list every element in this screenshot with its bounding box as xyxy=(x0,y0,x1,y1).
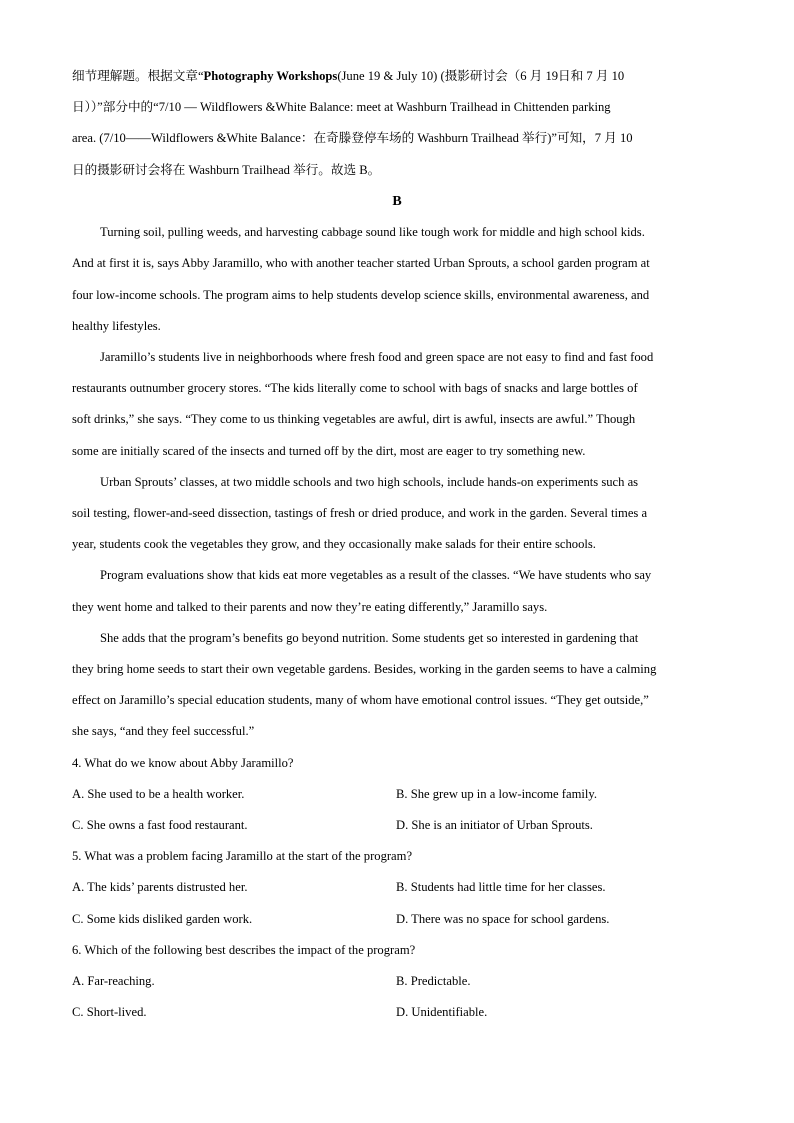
question-stem: 6. Which of the following best describes the impact of the program? xyxy=(72,943,416,957)
question-stem: 4. What do we know about Abby Jaramillo? xyxy=(72,756,294,770)
intro-text: (June 19 & July 10) (摄影研讨会（6 月 19日和 7 月 10 xyxy=(337,69,625,83)
option-c: C. She owns a fast food restaurant. xyxy=(72,818,248,832)
passage-line: some are initially scared of the insects and turned off by the dirt, most are eager to try something new. xyxy=(72,444,586,458)
option-c: C. Some kids disliked garden work. xyxy=(72,912,253,926)
passage-line: effect on Jaramillo’s special education students, many of whom have emotional control issues. “They get outside,” xyxy=(72,693,649,707)
passage-line: And at first it is, says Abby Jaramillo, who with another teacher started Urban Sprouts, a school garden program at xyxy=(72,256,650,270)
option-b: B. She grew up in a low-income family. xyxy=(396,787,597,801)
intro-line-1 xyxy=(72,67,624,85)
passage-line: She adds that the program’s benefits go beyond nutrition. Some students get so interested in gardening that xyxy=(100,631,639,645)
option-c: C. Short-lived. xyxy=(72,1005,147,1019)
option-a: A. She used to be a health worker. xyxy=(72,787,245,801)
passage-line: Urban Sprouts’ classes, at two middle schools and two high schools, include hands-on experiments such as xyxy=(100,475,639,489)
intro-line-2: 日））”部分中的“7/10 — Wildflowers &White Balance: meet at Washburn Trailhead in Chittenden parking xyxy=(72,100,611,114)
section-heading: B xyxy=(392,194,402,209)
option-a: A. Far-reaching. xyxy=(72,974,155,988)
passage-line: they went home and talked to their parents and now they’re eating differently,” Jaramillo says. xyxy=(72,600,548,614)
passage-line: soft drinks,” she says. “They come to us thinking vegetables are awful, dirt is awful, insects are awful.” Though xyxy=(72,412,636,426)
passage-line: Program evaluations show that kids eat more vegetables as a result of the classes. “We have students who say xyxy=(100,568,652,582)
passage-line: restaurants outnumber grocery stores. “The kids literally come to school with bags of snacks and large bottles of xyxy=(72,381,638,395)
option-d: D. There was no space for school gardens. xyxy=(396,912,610,926)
intro-line-3: area. (7/10——Wildflowers &White Balance：在奇滕登停车场的 Washburn Trailhead 举行)”可知，7 月 10 xyxy=(72,131,633,145)
passage-line: healthy lifestyles. xyxy=(72,319,161,333)
passage-line: they bring home seeds to start their own vegetable gardens. Besides, working in the garden seems to have a calming xyxy=(72,662,657,676)
passage-line: four low-income schools. The program aims to help students develop science skills, environmental awareness, and xyxy=(72,288,650,302)
passage-line: Jaramillo’s students live in neighborhoods where fresh food and green space are not easy to find and fast food xyxy=(100,350,654,364)
option-a: A. The kids’ parents distrusted her. xyxy=(72,880,248,894)
intro-bold-title: Photography Workshops xyxy=(203,69,338,83)
passage-line: soil testing, flower-and-seed dissection, tastings of fresh or dried produce, and work in the garden. Several times a xyxy=(72,506,648,520)
question-stem: 5. What was a problem facing Jaramillo at the start of the program? xyxy=(72,849,413,863)
option-b: B. Students had little time for her classes. xyxy=(396,880,606,894)
passage-line: Turning soil, pulling weeds, and harvesting cabbage sound like tough work for middle and high school kids. xyxy=(100,225,645,239)
option-d: D. Unidentifiable. xyxy=(396,1005,488,1019)
intro-text: 细节理解题。根据文章“ xyxy=(72,69,204,83)
passage-line: she says, “and they feel successful.” xyxy=(72,724,255,738)
passage-line: year, students cook the vegetables they grow, and they occasionally make salads for their entire schools. xyxy=(72,537,596,551)
option-d: D. She is an initiator of Urban Sprouts. xyxy=(396,818,593,832)
option-b: B. Predictable. xyxy=(396,974,471,988)
intro-line-4: 日的摄影研讨会将在 Washburn Trailhead 举行。故选 B。 xyxy=(72,163,381,177)
